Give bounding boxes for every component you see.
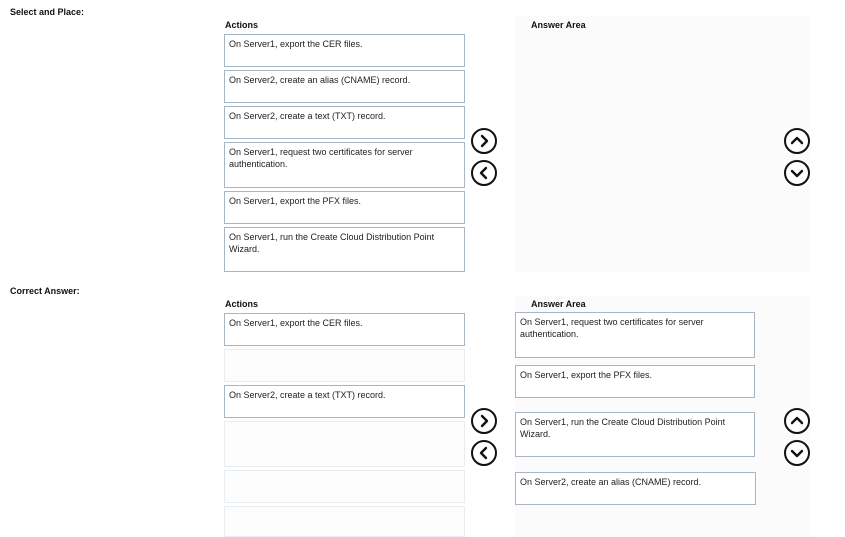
move-down-button[interactable] — [784, 160, 810, 186]
select-and-place-label: Select and Place: — [10, 7, 85, 17]
answer-item[interactable]: On Server1, export the PFX files. — [515, 365, 755, 398]
move-right-button[interactable] — [471, 128, 497, 154]
move-down-button[interactable] — [784, 440, 810, 466]
action-slot-empty — [224, 470, 465, 503]
chevron-up-icon — [786, 410, 808, 432]
answer-item[interactable]: On Server1, request two certificates for server authentication. — [515, 312, 755, 358]
move-right-button[interactable] — [471, 408, 497, 434]
correct-answer-label: Correct Answer: — [10, 286, 80, 296]
move-up-button[interactable] — [784, 408, 810, 434]
chevron-down-icon — [786, 442, 808, 464]
action-slot-empty — [224, 349, 465, 382]
action-slot-empty — [224, 421, 465, 467]
move-up-button[interactable] — [784, 128, 810, 154]
move-left-button[interactable] — [471, 440, 497, 466]
action-item[interactable]: On Server1, export the CER files. — [224, 34, 465, 67]
answer-item[interactable]: On Server1, run the Create Cloud Distribution Point Wizard. — [515, 412, 755, 457]
chevron-left-icon — [473, 442, 495, 464]
chevron-left-icon — [473, 162, 495, 184]
chevron-right-icon — [473, 410, 495, 432]
action-item[interactable]: On Server2, create a text (TXT) record. — [224, 106, 465, 139]
action-item[interactable]: On Server1, request two certificates for server authentication. — [224, 142, 465, 188]
answer-item[interactable]: On Server2, create an alias (CNAME) record. — [515, 472, 756, 505]
chevron-right-icon — [473, 130, 495, 152]
actions-heading: Actions — [225, 20, 259, 30]
answer-area-heading: Answer Area — [531, 299, 586, 309]
action-item[interactable]: On Server1, run the Create Cloud Distribution Point Wizard. — [224, 227, 465, 272]
move-left-button[interactable] — [471, 160, 497, 186]
actions-heading: Actions — [225, 299, 259, 309]
action-item[interactable]: On Server1, export the CER files. — [224, 313, 465, 346]
answer-area-heading: Answer Area — [531, 20, 586, 30]
action-slot-empty — [224, 506, 465, 537]
action-item[interactable]: On Server2, create an alias (CNAME) record. — [224, 70, 465, 103]
action-item[interactable]: On Server2, create a text (TXT) record. — [224, 385, 465, 418]
action-item[interactable]: On Server1, export the PFX files. — [224, 191, 465, 224]
answer-area-panel — [515, 16, 810, 272]
chevron-down-icon — [786, 162, 808, 184]
chevron-up-icon — [786, 130, 808, 152]
